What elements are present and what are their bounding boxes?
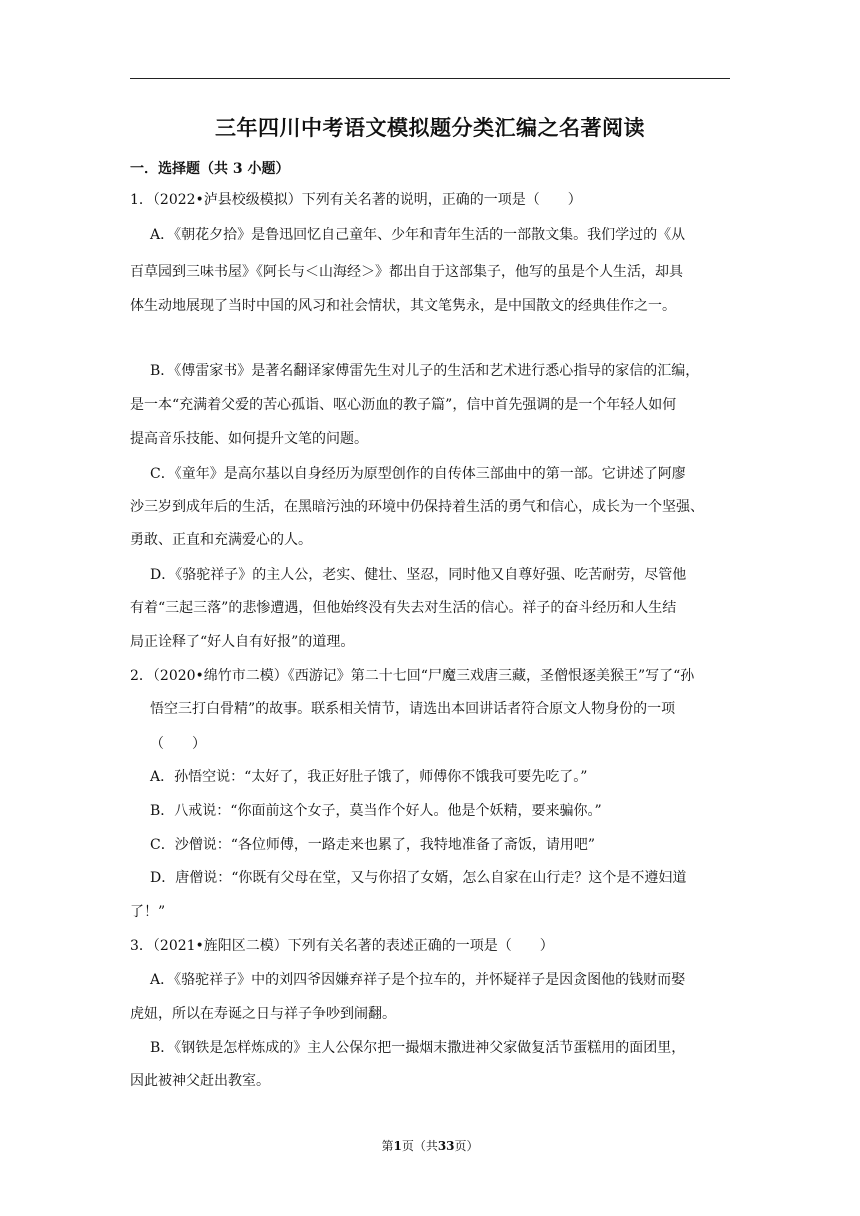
q1-option-c-line1: C．《童年》是高尔基以自身经历为原型创作的自传体三部曲中的第一部。它讲述了阿廖 [150, 466, 686, 482]
q1-stem: 1．（2022•泸县校级模拟）下列有关名著的说明，正确的一项是（ ） [130, 192, 582, 208]
q1-option-c-line2: 沙三岁到成年后的生活，在黑暗污浊的环境中仍保持着生活的勇气和信心，成长为一个坚强、 [130, 499, 704, 515]
section-heading: 一．选择题（共 3 小题） [130, 161, 290, 177]
q3-option-a-line2: 虎妞，所以在寿诞之日与祥子争吵到闹翻。 [130, 1006, 396, 1022]
q1-option-b-line1: B．《傅雷家书》是著名翻译家傅雷先生对儿子的生活和艺术进行悉心指导的家信的汇编， [150, 363, 700, 379]
q3-option-b-line2: 因此被神父赶出教室。 [130, 1073, 270, 1089]
q2-option-b: B．八戒说：“你面前这个女子，莫当作个好人。他是个妖精，要来骗你。” [150, 803, 602, 819]
q2-option-c: C．沙僧说：“各位师傅，一路走来也累了，我特地准备了斋饭，请用吧” [150, 837, 596, 853]
q3-option-b-line1: B．《钢铁是怎样炼成的》主人公保尔把一撮烟末撒进神父家做复活节蛋糕用的面团里， [150, 1040, 686, 1056]
header-rule [130, 78, 730, 79]
q2-option-d-line2: 了！” [130, 904, 166, 920]
page-title: 三年四川中考语文模拟题分类汇编之名著阅读 [215, 115, 645, 140]
footer-suffix: 页） [454, 1139, 479, 1153]
q1-option-b-line2: 是一本“充满着父爱的苦心孤诣、呕心沥血的教子篇”，信中首先强调的是一个年轻人如何 [130, 397, 677, 413]
q1-option-b-line3: 提高音乐技能、如何提升文笔的问题。 [130, 431, 368, 447]
q3-option-a-line1: A．《骆驼祥子》中的刘四爷因嫌弃祥子是个拉车的，并怀疑祥子是因贪图他的钱财而娶 [150, 972, 686, 988]
footer-prefix: 第 [381, 1139, 394, 1153]
q1-option-a-line3: 体生动地展现了当时中国的风习和社会情状，其文笔隽永，是中国散文的经典佳作之一。 [130, 298, 676, 314]
page-footer [130, 1137, 730, 1154]
q2-option-d-line1: D．唐僧说：“你既有父母在堂，又与你招了女婿，怎么自家在山行走？这个是不遵妇道 [150, 870, 687, 886]
q1-option-d-line3: 局正诠释了“好人自有好报”的道理。 [130, 634, 355, 650]
footer-total-pages: 33 [437, 1139, 455, 1153]
q2-stem-line3: （ ） [150, 736, 206, 752]
q2-stem-line2: 悟空三打白骨精”的故事。联系相关情节，请选出本回讲话者符合原文人物身份的一项 [150, 701, 676, 717]
q1-option-d-line2: 有着“三起三落”的悲惨遭遇，但他始终没有失去对生活的信心。祥子的奋斗经历和人生结 [130, 600, 677, 616]
footer-page-number: 1 [393, 1139, 402, 1153]
q1-option-c-line3: 勇敢、正直和充满爱心的人。 [130, 532, 312, 548]
q1-option-d-line1: D．《骆驼祥子》的主人公，老实、健壮、坚忍，同时他又自尊好强、吃苦耐劳，尽管他 [150, 567, 687, 583]
q2-stem-line1: 2．（2020•绵竹市二模）《西游记》第二十七回“尸魔三戏唐三藏，圣僧恨逐美猴王”写了“孙 [130, 668, 695, 684]
q1-option-a-line2: 百草园到三味书屋》《阿长与＜山海经＞》都出自于这部集子，他写的虽是个人生活，却具 [130, 264, 683, 280]
q1-option-a-line1: A．《朝花夕拾》是鲁迅回忆自己童年、少年和青年生活的一部散文集。我们学过的《从 [150, 227, 686, 243]
q2-option-a: A．孙悟空说：“太好了，我正好肚子饿了，师傅你不饿我可要先吃了。” [150, 769, 588, 785]
footer-middle: 页（共 [401, 1139, 438, 1153]
q3-stem: 3．（2021•旌阳区二模）下列有关名著的表述正确的一项是（ ） [130, 938, 554, 954]
